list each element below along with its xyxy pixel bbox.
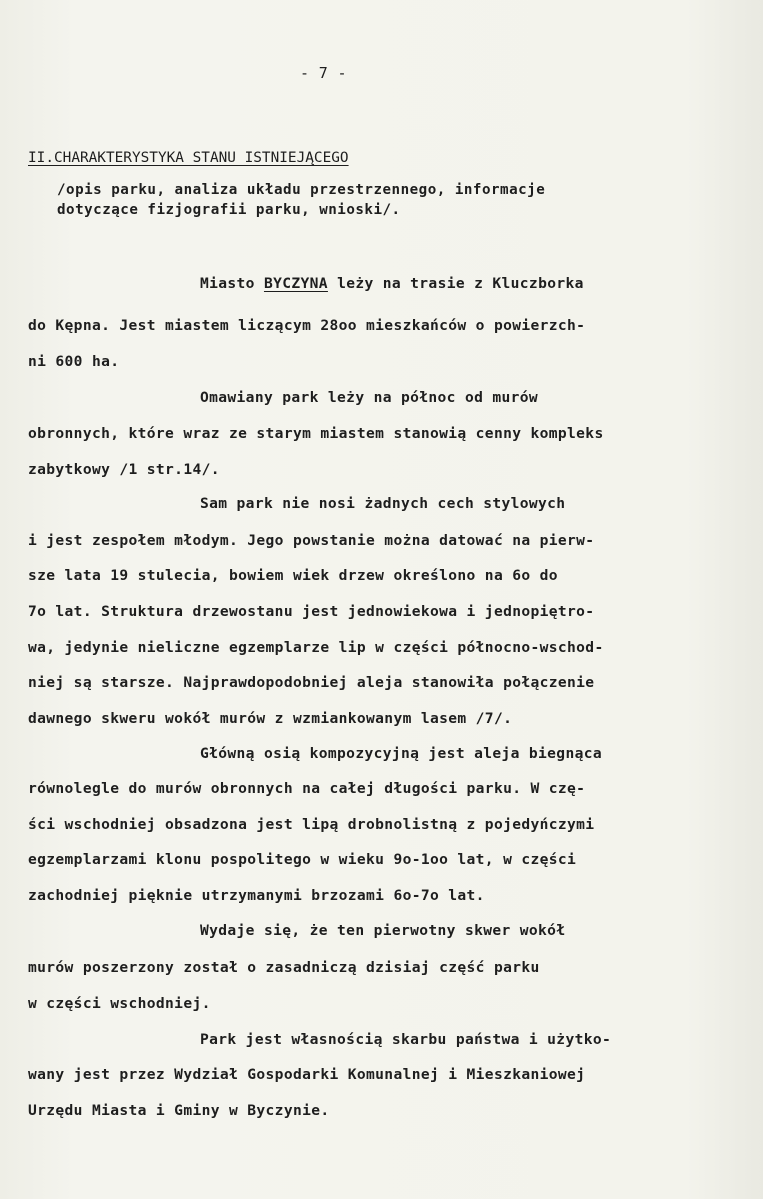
- subtitle-line: /opis parku, analiza układu przestrzennego, informacje: [57, 182, 546, 198]
- subtitle-line: dotyczące fizjografii parku, wnioski/.: [57, 202, 401, 218]
- paragraph-line: [200, 275, 584, 293]
- paragraph-line: dawnego skweru wokół murów z wzmiankowanym lasem /7/.: [28, 710, 513, 727]
- paragraph-line: ści wschodniej obsadzona jest lipą drobnolistną z pojedyńczymi: [28, 816, 595, 833]
- paragraph-line: niej są starsze. Najprawdopodobniej aleja stanowiła połączenie: [28, 674, 595, 691]
- paragraph-line: Park jest własnością skarbu państwa i użytko-: [200, 1031, 612, 1048]
- paragraph-line: ni 600 ha.: [28, 353, 120, 370]
- page-number: - 7 -: [300, 64, 347, 82]
- line-text: Miasto: [200, 275, 264, 292]
- paragraph-line: do Kępna. Jest miastem liczącym 28oo mieszkańców o powierzch-: [28, 317, 586, 334]
- paragraph-line: murów poszerzony został o zasadniczą dzisiaj część parku: [28, 959, 540, 976]
- paragraph-line: Sam park nie nosi żadnych cech stylowych: [200, 495, 566, 512]
- underlined-town-name: BYCZYNA: [263, 275, 328, 292]
- paragraph-line: Główną osią kompozycyjną jest aleja biegnąca: [200, 745, 602, 762]
- paragraph-line: sze lata 19 stulecia, bowiem wiek drzew określono na 6o do: [28, 567, 558, 584]
- paragraph-line: wany jest przez Wydział Gospodarki Komunalnej i Mieszkaniowej: [28, 1066, 586, 1083]
- paragraph-line: i jest zespołem młodym. Jego powstanie można datować na pierw-: [28, 532, 595, 549]
- paragraph-line: w części wschodniej.: [28, 995, 211, 1012]
- paragraph-line: Omawiany park leży na północ od murów: [200, 389, 539, 406]
- paragraph-line: zachodniej pięknie utrzymanymi brzozami 6o-7o lat.: [28, 887, 485, 904]
- section-heading: II.CHARAKTERYSTYKA STANU ISTNIEJĄCEGO: [28, 150, 349, 166]
- paragraph-line: wa, jedynie nieliczne egzemplarze lip w części północno-wschod-: [28, 639, 604, 656]
- paragraph-line: zabytkowy /1 str.14/.: [28, 461, 220, 478]
- paragraph-line: egzemplarzami klonu pospolitego w wieku 9o-1oo lat, w części: [28, 851, 577, 868]
- paragraph-line: obronnych, które wraz ze starym miastem stanowią cenny kompleks: [28, 425, 604, 442]
- line-text: leży na trasie z Kluczborka: [327, 275, 584, 292]
- paragraph-line: Urzędu Miasta i Gminy w Byczynie.: [28, 1102, 330, 1119]
- paragraph-line: 7o lat. Struktura drzewostanu jest jednowiekowa i jednopiętro-: [28, 603, 595, 620]
- paragraph-line: równolegle do murów obronnych na całej długości parku. W czę-: [28, 780, 586, 797]
- paragraph-line: Wydaje się, że ten pierwotny skwer wokół: [200, 922, 566, 939]
